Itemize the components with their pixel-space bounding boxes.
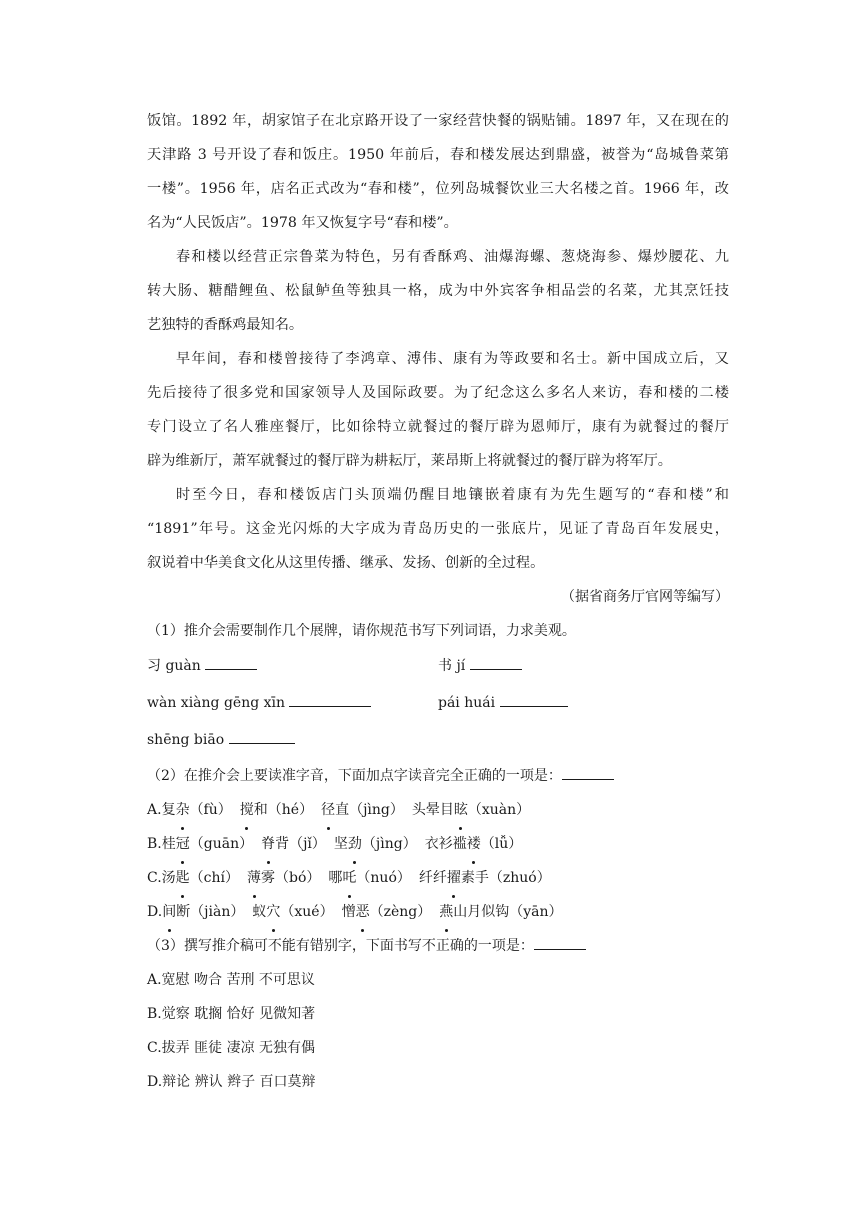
writing-item	[438, 685, 729, 722]
question-2-option-a[interactable]	[147, 793, 729, 827]
word-prefix: 桂	[161, 836, 176, 852]
passage-paragraph-4	[147, 478, 729, 580]
word-suffix: 素手（zhuó）	[460, 870, 551, 886]
option-word	[342, 904, 432, 920]
word-suffix: 直（jìng）	[335, 802, 404, 818]
word-prefix: 汤	[161, 870, 176, 886]
answer-blank[interactable]	[205, 655, 257, 670]
text-line: 辟为维新厅，萧军就餐过的餐厅辟为耕耘厅，莱昂斯上将就餐过的餐厅辟为将军厅。	[147, 453, 672, 469]
answer-blank[interactable]	[289, 692, 371, 707]
option-word	[162, 904, 244, 920]
word-suffix: 和（hé）	[253, 802, 314, 818]
question-1-row	[147, 685, 729, 722]
word-prefix: 纤纤	[418, 870, 447, 886]
word-suffix: （jìng）	[361, 836, 417, 852]
dotted-character: 眩	[454, 793, 468, 827]
option-word	[425, 836, 523, 852]
question-3-option-c[interactable]: C.拔弄 匪徒 凄凉 无独有偶	[147, 1040, 316, 1056]
option-word	[334, 836, 417, 852]
option-letter: A.	[147, 802, 162, 818]
option-word	[162, 870, 239, 886]
dotted-character: 匙	[176, 861, 190, 895]
word-prefix: 蚁	[252, 904, 267, 920]
word-suffix: 断（jiàn）	[176, 904, 245, 920]
answer-blank[interactable]	[562, 765, 614, 780]
question-3-prompt	[147, 929, 729, 963]
word-suffix: （nuó）	[356, 870, 411, 886]
question-2-option-b[interactable]	[147, 827, 729, 861]
word-prefix: 哪	[328, 870, 343, 886]
question-3-option-a[interactable]: A.宽慰 吻合 苦刑 不可思议	[147, 972, 315, 988]
dotted-character: 杂	[176, 793, 190, 827]
word-prefix: 头晕目	[411, 802, 454, 818]
answer-blank[interactable]	[470, 655, 522, 670]
question-3-option-d[interactable]: D.辩论 辨认 辫子 百口莫辩	[147, 1074, 316, 1090]
option-word	[439, 904, 562, 920]
text-line: 先后接待了很多党和国家领导人及国际政要。为了纪念这么多名人来访，春和楼的二楼	[147, 385, 729, 401]
question-1-row	[147, 722, 729, 759]
text-line: 名为“人民饭店”。1978 年又恢复字号“春和楼”。	[147, 215, 458, 231]
option-word	[261, 836, 326, 852]
dotted-character: 搅	[240, 793, 254, 827]
text-line: 转大肠、糖醋鲤鱼、松鼠鲈鱼等独具一格，成为中外宾客争相品尝的名菜，尤其烹饪技	[147, 283, 729, 299]
dotted-character: 劲	[348, 827, 362, 861]
question-1-row	[147, 648, 729, 685]
word-prefix: 憎	[341, 904, 356, 920]
passage-paragraph-2	[147, 240, 729, 342]
word-suffix: （chí）	[189, 870, 240, 886]
text-line: 专门设立了名人雅座餐厅，比如徐特立就餐过的餐厅辟为恩师厅，康有为就餐过的餐厅	[147, 419, 729, 435]
dotted-character: 吒	[342, 861, 356, 895]
word-suffix: （zèng）	[369, 904, 432, 920]
answer-blank[interactable]	[500, 692, 568, 707]
dotted-character: 径	[321, 793, 335, 827]
option-word	[162, 836, 253, 852]
question-2-option-d[interactable]	[147, 895, 729, 929]
option-word	[247, 870, 320, 886]
option-word	[412, 802, 530, 818]
option-letter: D.	[147, 904, 163, 920]
pinyin-prompt: 书 jí	[438, 658, 466, 674]
word-suffix: （guān）	[189, 836, 254, 852]
text-line: 春和楼以经营正宗鲁菜为特色，另有香酥鸡、油爆海螺、葱烧海参、爆炒腰花、九	[176, 249, 729, 265]
text-line: 叙说着中华美食文化从这里传播、继承、发扬、创新的全过程。	[147, 555, 545, 571]
writing-item	[147, 648, 438, 685]
option-word	[162, 802, 232, 818]
document-page	[147, 104, 729, 1099]
dotted-character: 穴	[266, 895, 280, 929]
dotted-character: 脊	[261, 827, 275, 861]
word-prefix: 衣衫褴	[424, 836, 467, 852]
pinyin-prompt: wàn xiàng gēng xīn	[147, 695, 286, 711]
word-suffix: 山月似钩（yān）	[453, 904, 563, 920]
option-word	[328, 870, 410, 886]
text-line: 早年间，春和楼曾接待了李鸿章、溥伟、康有为等政要和名士。新中国成立后，又	[176, 351, 729, 367]
text-line: 天津路 3 号开设了春和饭庄。1950 年前后，春和楼发展达到鼎盛，被誉为“岛城鲁菜第	[147, 147, 729, 163]
option-word	[252, 904, 333, 920]
option-letter: B.	[147, 836, 162, 852]
dotted-character: 褛	[467, 827, 481, 861]
word-suffix: （xuàn）	[467, 802, 531, 818]
passage-paragraph-3	[147, 342, 729, 478]
pinyin-prompt: pái huái	[438, 695, 496, 711]
passage-paragraph-1	[147, 104, 729, 240]
word-suffix: （lǚ）	[480, 836, 523, 852]
pinyin-prompt: 习 guàn	[147, 658, 201, 674]
question-2-prompt	[147, 759, 729, 793]
dotted-character: 恶	[356, 895, 370, 929]
dotted-character: 擢	[447, 861, 461, 895]
word-suffix: 背（jǐ）	[275, 836, 326, 852]
question-2-option-c[interactable]	[147, 861, 729, 895]
writing-item	[147, 722, 439, 759]
word-suffix: （fù）	[189, 802, 232, 818]
question-text: （3）撰写推介稿可不能有错别字，下面书写不正确的一项是：	[147, 938, 534, 954]
option-word	[240, 802, 313, 818]
option-word	[321, 802, 404, 818]
pinyin-prompt: shēng biāo	[147, 732, 225, 748]
option-word	[419, 870, 551, 886]
question-text: （2）在推介会上要读准字音，下面加点字读音完全正确的一项是：	[147, 768, 562, 784]
word-suffix: （xué）	[280, 904, 334, 920]
dotted-character: 冠	[176, 827, 190, 861]
question-1-prompt: （1）推介会需要制作几个展牌，请你规范书写下列词语，力求美观。	[147, 623, 576, 639]
option-letter: C.	[147, 870, 162, 886]
writing-item	[147, 685, 438, 722]
answer-blank[interactable]	[534, 935, 586, 950]
text-line: 时至今日，春和楼饭店门头顶端仍醒目地镶嵌着康有为先生题写的“春和楼”和	[176, 487, 729, 503]
text-line: 艺独特的香酥鸡最知名。	[147, 317, 304, 333]
dotted-character: 燕	[439, 895, 453, 929]
text-line: 饭馆。1892 年，胡家馆子在北京路开设了一家经营快餐的锅贴铺。1897 年，又在现在的	[147, 113, 729, 129]
source-note: （据省商务厅官网等编写）	[561, 589, 729, 605]
word-prefix: 复	[161, 802, 176, 818]
question-2-options	[147, 793, 729, 929]
dotted-character: 间	[162, 895, 176, 929]
question-3-option-b[interactable]: B.觉察 耽搁 恰好 见微知著	[147, 1006, 316, 1022]
word-suffix: 雾（bó）	[261, 870, 321, 886]
text-line: “1891”年号。这金光闪烁的大字成为青岛历史的一张底片，见证了青岛百年发展史，	[147, 521, 729, 537]
answer-blank[interactable]	[229, 729, 295, 744]
dotted-character: 薄	[247, 861, 261, 895]
word-prefix: 坚	[333, 836, 348, 852]
writing-item	[438, 648, 729, 685]
text-line: 一楼”。1956 年，店名正式改为“春和楼”，位列岛城餐饮业三大名楼之首。1966 年，改	[147, 181, 729, 197]
